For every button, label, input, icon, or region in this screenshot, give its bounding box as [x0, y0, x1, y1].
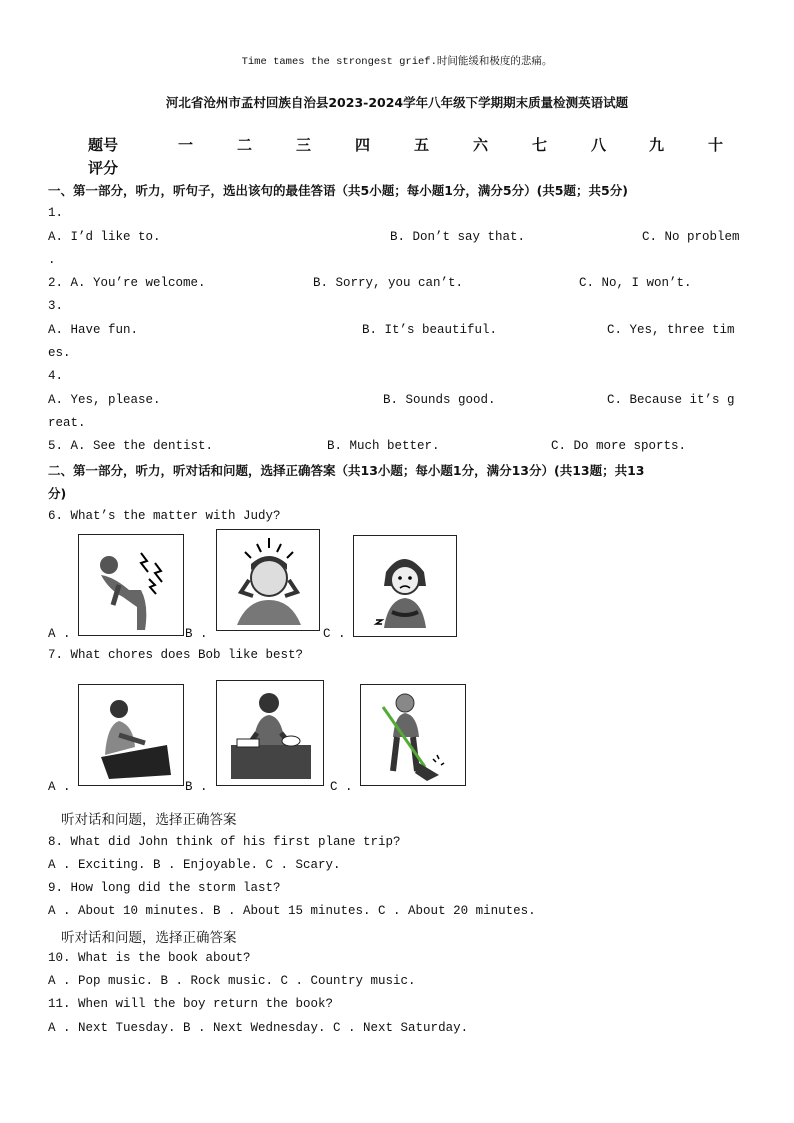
q6-label-b: B . [185, 627, 208, 641]
q7-label-b: B . [185, 780, 208, 794]
q3-option-b: B. It’s beautiful. [362, 323, 498, 337]
q6-label-a: A . [48, 627, 71, 641]
instruction-1: 听对话和问题，选择正确答案 [61, 812, 237, 828]
q4-number: 4. [48, 369, 64, 383]
q6-picture-b-headache[interactable] [216, 529, 320, 631]
motto: Time tames the strongest grief.时间能缓和极度的悲痛。 [241, 56, 553, 68]
q7-question: 7. What chores does Bob like best? [48, 648, 304, 662]
q11-options: A . Next Tuesday. B . Next Wednesday. C . Next Saturday. [48, 1021, 469, 1035]
q2-option-b: B. Sorry, you can’t. [313, 276, 464, 290]
q3-option-c-tail: es. [48, 346, 71, 360]
q1-option-a: A. I’d like to. [48, 230, 161, 244]
q5-option-a: 5. A. See the dentist. [48, 439, 214, 453]
q7-picture-b-cooking[interactable] [216, 680, 324, 786]
q7-picture-c-sweeping-floor[interactable] [360, 684, 466, 786]
q2-option-a: 2. A. You’re welcome. [48, 276, 206, 290]
q1-option-b: B. Don’t say that. [390, 230, 526, 244]
score-col-10: 十 [708, 136, 724, 154]
q1-number: 1. [48, 206, 64, 220]
q6-question: 6. What’s the matter with Judy? [48, 509, 281, 523]
section2-heading: 二、第一部分，听力，听对话和问题，选择正确答案（共13小题；每小题1分，满分13分）(共13题；共13 [48, 463, 645, 478]
q9-options: A . About 10 minutes. B . About 15 minutes. C . About 20 minutes. [48, 904, 536, 918]
q7-picture-a-folding-clothes[interactable] [78, 684, 184, 786]
q9-question: 9. How long did the storm last? [48, 881, 281, 895]
q2-option-c: C. No, I won’t. [579, 276, 692, 290]
q10-question: 10. What is the book about? [48, 951, 251, 965]
q5-option-c: C. Do more sports. [551, 439, 687, 453]
q8-question: 8. What did John think of his first plane trip? [48, 835, 401, 849]
q4-option-c-tail: reat. [48, 416, 86, 430]
q6-picture-c-stomachache[interactable] [353, 535, 457, 637]
q5-option-b: B. Much better. [327, 439, 440, 453]
q11-question: 11. When will the boy return the book? [48, 997, 334, 1011]
score-col-5: 五 [414, 136, 430, 154]
q4-option-c: C. Because it’s g [607, 393, 735, 407]
q3-number: 3. [48, 299, 64, 313]
section2-heading-cont: 分) [48, 486, 67, 501]
q6-label-c: C . [323, 627, 346, 641]
score-col-4: 四 [355, 136, 371, 154]
q4-option-a: A. Yes, please. [48, 393, 161, 407]
q1-option-c: C. No problem [642, 230, 740, 244]
q6-picture-a-backache[interactable] [78, 534, 184, 636]
q8-options: A . Exciting. B . Enjoyable. C . Scary. [48, 858, 341, 872]
score-col-7: 七 [532, 136, 548, 154]
q1-option-c-tail: . [48, 253, 56, 267]
q7-label-c: C . [330, 780, 353, 794]
q10-options: A . Pop music. B . Rock music. C . Country music. [48, 974, 416, 988]
score-col-2: 二 [237, 136, 253, 154]
q3-option-c: C. Yes, three tim [607, 323, 735, 337]
score-col-1: 一 [178, 136, 194, 154]
q4-option-b: B. Sounds good. [383, 393, 496, 407]
section1-heading: 一、第一部分，听力，听句子，选出该句的最佳答语（共5小题；每小题1分，满分5分）(共5题；共5分) [48, 183, 628, 198]
score-col-3: 三 [296, 136, 312, 154]
instruction-2: 听对话和问题，选择正确答案 [61, 930, 237, 946]
score-col-6: 六 [473, 136, 489, 154]
page-title: 河北省沧州市孟村回族自治县2023-2024学年八年级下学期期末质量检测英语试题 [165, 95, 629, 110]
score-col-9: 九 [649, 136, 665, 154]
q3-option-a: A. Have fun. [48, 323, 139, 337]
score-col-header: 题号 [88, 136, 119, 154]
q7-label-a: A . [48, 780, 71, 794]
score-row-header: 评分 [88, 159, 119, 177]
score-col-8: 八 [591, 136, 607, 154]
